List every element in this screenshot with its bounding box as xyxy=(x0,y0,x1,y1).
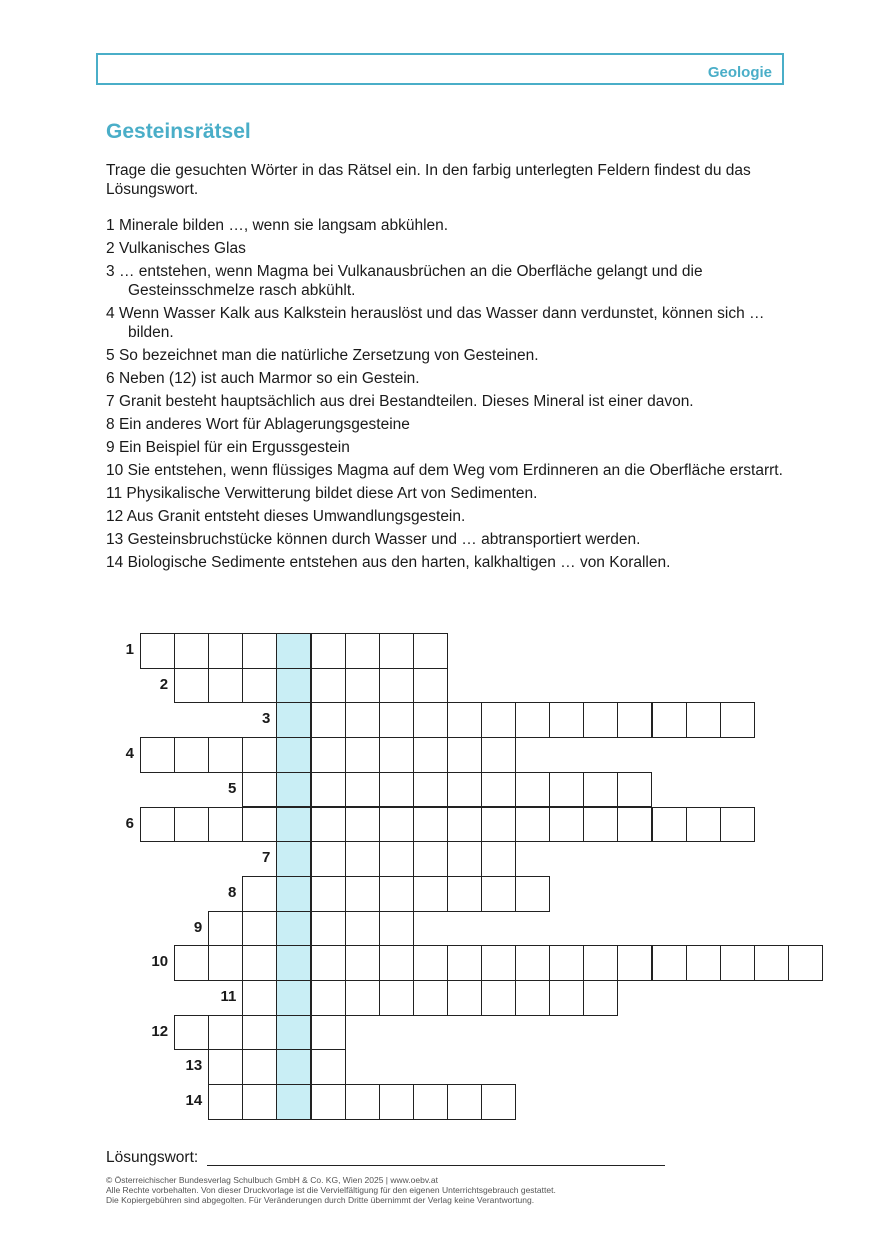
solution-cell[interactable] xyxy=(276,1015,311,1051)
clue-text: So bezeichnet man die natürliche Zersetzung von Gesteinen. xyxy=(118,347,539,364)
crossword-cell[interactable] xyxy=(208,911,243,947)
solution-cell[interactable] xyxy=(276,737,311,773)
crossword-cell[interactable] xyxy=(242,737,277,773)
clue-item xyxy=(106,507,796,526)
crossword-cell[interactable] xyxy=(413,945,448,981)
clue-number: 6 xyxy=(106,370,119,387)
crossword-cell[interactable] xyxy=(515,945,550,981)
crossword-cell[interactable] xyxy=(242,945,277,981)
clue-item xyxy=(106,346,796,365)
crossword-cell[interactable] xyxy=(413,702,448,738)
crossword-cell[interactable] xyxy=(311,1049,346,1085)
clue-item xyxy=(106,239,796,258)
crossword-cell[interactable] xyxy=(174,945,209,981)
crossword-cell[interactable] xyxy=(481,980,516,1016)
footer-line: Die Kopiergebühren sind abgegolten. Für Veränderungen durch Dritte übernimmt der Verlag keine Verantwortung. xyxy=(106,1195,535,1205)
crossword-cell[interactable] xyxy=(549,702,584,738)
clue-text: Physikalische Verwitterung bildet diese Art von Sedimenten. xyxy=(126,485,538,502)
crossword-cell[interactable] xyxy=(379,841,414,877)
crossword-cell[interactable] xyxy=(242,807,277,843)
crossword-cell[interactable] xyxy=(481,841,516,877)
crossword-cell[interactable] xyxy=(379,945,414,981)
clue-number: 11 xyxy=(106,485,127,502)
crossword-cell[interactable] xyxy=(311,1015,346,1051)
solution-cell[interactable] xyxy=(276,668,311,704)
row-number: 3 xyxy=(262,710,271,728)
page-title: Gesteinsrätsel xyxy=(106,120,251,143)
crossword-cell[interactable] xyxy=(242,1084,277,1120)
clue-item xyxy=(106,216,796,235)
clue-list xyxy=(106,216,796,576)
clue-item xyxy=(106,262,796,300)
crossword-cell[interactable] xyxy=(447,772,482,808)
clue-text: Ein anderes Wort für Ablagerungsgesteine xyxy=(118,416,410,433)
crossword-cell[interactable] xyxy=(379,1084,414,1120)
crossword-cell[interactable] xyxy=(515,702,550,738)
solution-cell[interactable] xyxy=(276,702,311,738)
crossword-cell[interactable] xyxy=(311,945,346,981)
clue-item xyxy=(106,530,796,549)
solution-cell[interactable] xyxy=(276,807,311,843)
clue-text: Neben (12) ist auch Marmor so ein Gestein. xyxy=(118,370,420,387)
solution-cell[interactable] xyxy=(276,1049,311,1085)
crossword-cell[interactable] xyxy=(242,633,277,669)
clue-number: 13 xyxy=(106,531,128,548)
crossword-cell[interactable] xyxy=(379,772,414,808)
crossword-cell[interactable] xyxy=(379,980,414,1016)
crossword-cell[interactable] xyxy=(413,633,448,669)
crossword-cell[interactable] xyxy=(174,668,209,704)
crossword-cell[interactable] xyxy=(447,702,482,738)
crossword-cell[interactable] xyxy=(345,876,380,912)
crossword-cell[interactable] xyxy=(686,702,721,738)
crossword-cell[interactable] xyxy=(617,945,652,981)
crossword-cell[interactable] xyxy=(481,876,516,912)
crossword-cell[interactable] xyxy=(413,1084,448,1120)
crossword-cell[interactable] xyxy=(311,702,346,738)
clue-text: Biologische Sedimente entstehen aus den harten, kalkhaltigen … von Korallen. xyxy=(127,554,671,571)
clue-item xyxy=(106,304,796,342)
row-number: 2 xyxy=(159,675,169,693)
crossword-cell[interactable] xyxy=(242,911,277,947)
crossword-cell[interactable] xyxy=(447,945,482,981)
clue-item xyxy=(106,484,796,503)
crossword-cell[interactable] xyxy=(379,702,414,738)
crossword-cell[interactable] xyxy=(481,702,516,738)
intro-text: Trage die gesuchten Wörter in das Rätsel ein. In den farbig unterlegten Feldern findest du das Lösungswort. xyxy=(106,162,751,198)
crossword-cell[interactable] xyxy=(447,737,482,773)
crossword-cell[interactable] xyxy=(447,1084,482,1120)
crossword-cell[interactable] xyxy=(583,945,618,981)
solution-cell[interactable] xyxy=(276,945,311,981)
solution-cell[interactable] xyxy=(276,1084,311,1120)
crossword-cell[interactable] xyxy=(208,945,243,981)
solution-write-line[interactable] xyxy=(207,1165,665,1166)
crossword-cell[interactable] xyxy=(311,668,346,704)
crossword-cell[interactable] xyxy=(208,668,243,704)
clue-item xyxy=(106,369,796,388)
crossword-cell[interactable] xyxy=(549,945,584,981)
crossword-cell[interactable] xyxy=(379,911,414,947)
crossword-cell[interactable] xyxy=(617,772,652,808)
crossword-cell[interactable] xyxy=(652,945,687,981)
crossword-cell[interactable] xyxy=(242,1049,277,1085)
crossword-cell[interactable] xyxy=(379,737,414,773)
crossword-cell[interactable] xyxy=(549,980,584,1016)
crossword-cell[interactable] xyxy=(345,980,380,1016)
crossword-cell[interactable] xyxy=(345,911,380,947)
row-number: 14 xyxy=(185,1092,203,1110)
clue-text: Sie entstehen, wenn flüssiges Magma auf dem Weg vom Erdinneren an die Oberfläche erstarrt. xyxy=(127,462,783,479)
crossword-cell[interactable] xyxy=(583,702,618,738)
crossword-cell[interactable] xyxy=(140,633,175,669)
crossword-cell[interactable] xyxy=(515,980,550,1016)
crossword-cell[interactable] xyxy=(208,1049,243,1085)
crossword-cell[interactable] xyxy=(481,945,516,981)
crossword-cell[interactable] xyxy=(345,702,380,738)
clue-item xyxy=(106,438,796,457)
crossword-cell[interactable] xyxy=(481,737,516,773)
crossword-cell[interactable] xyxy=(311,1084,346,1120)
crossword-cell[interactable] xyxy=(174,807,209,843)
clue-text: Aus Granit entsteht dieses Umwandlungsgestein. xyxy=(126,508,466,525)
crossword-cell[interactable] xyxy=(311,980,346,1016)
clue-item xyxy=(106,415,796,434)
clue-text: Ein Beispiel für ein Ergussgestein xyxy=(118,439,350,456)
clue-number: 9 xyxy=(106,439,119,456)
solution-cell[interactable] xyxy=(276,911,311,947)
row-number: 12 xyxy=(151,1022,169,1040)
crossword-cell[interactable] xyxy=(311,807,346,843)
crossword-cell[interactable] xyxy=(140,807,175,843)
row-number: 6 xyxy=(125,814,134,832)
crossword-cell[interactable] xyxy=(686,807,721,843)
crossword-cell[interactable] xyxy=(345,807,380,843)
crossword-cell[interactable] xyxy=(379,668,414,704)
clue-item xyxy=(106,392,796,411)
crossword-cell[interactable] xyxy=(515,772,550,808)
subject-label: Geologie xyxy=(707,64,772,81)
crossword-cell[interactable] xyxy=(720,945,755,981)
crossword-cell[interactable] xyxy=(617,702,652,738)
clue-text: … entstehen, wenn Magma bei Vulkanausbrüchen an die Oberfläche gelangt und die Gesteinsschmelze rasch abkühlt. xyxy=(118,263,703,299)
clue-text: Wenn Wasser Kalk aus Kalkstein herauslöst und das Wasser dann verdunstet, können sich … bilden. xyxy=(118,305,765,341)
crossword-cell[interactable] xyxy=(311,876,346,912)
crossword-cell[interactable] xyxy=(379,876,414,912)
crossword-cell[interactable] xyxy=(481,807,516,843)
crossword-cell[interactable] xyxy=(413,980,448,1016)
crossword-cell[interactable] xyxy=(242,668,277,704)
row-number: 4 xyxy=(125,745,134,763)
footer-line: © Österreichischer Bundesverlag Schulbuch GmbH & Co. KG, Wien 2025 | www.oebv.at xyxy=(106,1175,438,1185)
crossword-cell[interactable] xyxy=(208,1015,243,1051)
crossword-cell[interactable] xyxy=(345,668,380,704)
clue-number: 3 xyxy=(106,263,119,280)
clue-number: 1 xyxy=(106,217,119,234)
crossword-cell[interactable] xyxy=(379,633,414,669)
clue-number: 2 xyxy=(106,240,119,257)
row-number: 7 xyxy=(262,849,271,867)
crossword-cell[interactable] xyxy=(583,980,618,1016)
crossword-cell[interactable] xyxy=(345,772,380,808)
crossword-cell[interactable] xyxy=(515,876,550,912)
clue-text: Minerale bilden …, wenn sie langsam abkühlen. xyxy=(118,217,449,234)
crossword-cell[interactable] xyxy=(208,807,243,843)
crossword-cell[interactable] xyxy=(481,1084,516,1120)
crossword-cell[interactable] xyxy=(174,633,209,669)
crossword-cell[interactable] xyxy=(686,945,721,981)
solution-cell[interactable] xyxy=(276,980,311,1016)
crossword-cell[interactable] xyxy=(447,807,482,843)
crossword-cell[interactable] xyxy=(583,807,618,843)
crossword-cell[interactable] xyxy=(515,807,550,843)
crossword-cell[interactable] xyxy=(413,737,448,773)
clue-text: Gesteinsbruchstücke können durch Wasser und … abtransportiert werden. xyxy=(127,531,641,548)
clue-item xyxy=(106,553,796,572)
crossword-cell[interactable] xyxy=(311,633,346,669)
footer xyxy=(106,1175,806,1205)
crossword-cell[interactable] xyxy=(311,772,346,808)
crossword-cell[interactable] xyxy=(345,1084,380,1120)
crossword-cell[interactable] xyxy=(242,980,277,1016)
crossword-cell[interactable] xyxy=(345,737,380,773)
clue-number: 7 xyxy=(106,393,119,410)
crossword-cell[interactable] xyxy=(788,945,823,981)
crossword-cell[interactable] xyxy=(652,807,687,843)
crossword-cell[interactable] xyxy=(413,807,448,843)
solution-label: Lösungswort: xyxy=(106,1149,199,1166)
crossword-cell[interactable] xyxy=(549,772,584,808)
row-number: 9 xyxy=(193,918,203,936)
clue-text: Vulkanisches Glas xyxy=(118,240,246,257)
crossword-cell[interactable] xyxy=(174,737,209,773)
row-number: 5 xyxy=(227,779,237,797)
crossword-cell[interactable] xyxy=(413,772,448,808)
solution-cell[interactable] xyxy=(276,633,311,669)
crossword-cell[interactable] xyxy=(481,772,516,808)
crossword-cell[interactable] xyxy=(242,772,277,808)
crossword-cell[interactable] xyxy=(140,737,175,773)
clue-number: 14 xyxy=(106,554,128,571)
row-number: 10 xyxy=(151,953,169,971)
crossword-cell[interactable] xyxy=(652,702,687,738)
crossword-cell[interactable] xyxy=(720,702,755,738)
crossword-cell[interactable] xyxy=(549,807,584,843)
crossword-cell[interactable] xyxy=(345,945,380,981)
crossword-cell[interactable] xyxy=(447,876,482,912)
crossword-cell[interactable] xyxy=(174,1015,209,1051)
solution-cell[interactable] xyxy=(276,876,311,912)
header-box xyxy=(96,53,784,85)
crossword-cell[interactable] xyxy=(311,841,346,877)
crossword-cell[interactable] xyxy=(413,841,448,877)
crossword-cell[interactable] xyxy=(208,1084,243,1120)
row-number: 13 xyxy=(185,1057,203,1075)
clue-text: Granit besteht hauptsächlich aus drei Bestandteilen. Dieses Mineral ist einer davon. xyxy=(118,393,694,410)
crossword-cell[interactable] xyxy=(720,807,755,843)
crossword-cell[interactable] xyxy=(242,876,277,912)
solution-cell[interactable] xyxy=(276,841,311,877)
clue-number: 12 xyxy=(106,508,127,525)
solution-cell[interactable] xyxy=(276,772,311,808)
row-number: 11 xyxy=(220,988,237,1005)
crossword-cell[interactable] xyxy=(208,737,243,773)
clue-number: 8 xyxy=(106,416,119,433)
crossword-cell[interactable] xyxy=(311,911,346,947)
crossword-cell[interactable] xyxy=(413,876,448,912)
clue-number: 4 xyxy=(106,305,119,322)
footer-line: Alle Rechte vorbehalten. Von dieser Druckvorlage ist die Vervielfältigung für den eigenen Unterrichtsgebrauch gestattet. xyxy=(106,1185,556,1195)
crossword-cell[interactable] xyxy=(379,807,414,843)
row-number: 8 xyxy=(227,883,237,901)
crossword-cell[interactable] xyxy=(447,841,482,877)
crossword-cell[interactable] xyxy=(583,772,618,808)
clue-number: 5 xyxy=(106,347,119,364)
crossword-cell[interactable] xyxy=(447,980,482,1016)
crossword-cell[interactable] xyxy=(617,807,652,843)
crossword-cell[interactable] xyxy=(413,668,448,704)
crossword-cell[interactable] xyxy=(242,1015,277,1051)
clue-number: 10 xyxy=(106,462,128,479)
clue-item xyxy=(106,461,796,480)
crossword-cell[interactable] xyxy=(345,633,380,669)
crossword-cell[interactable] xyxy=(754,945,789,981)
row-number: 1 xyxy=(125,641,134,658)
crossword-cell[interactable] xyxy=(208,633,243,669)
crossword-cell[interactable] xyxy=(345,841,380,877)
crossword-cell[interactable] xyxy=(311,737,346,773)
